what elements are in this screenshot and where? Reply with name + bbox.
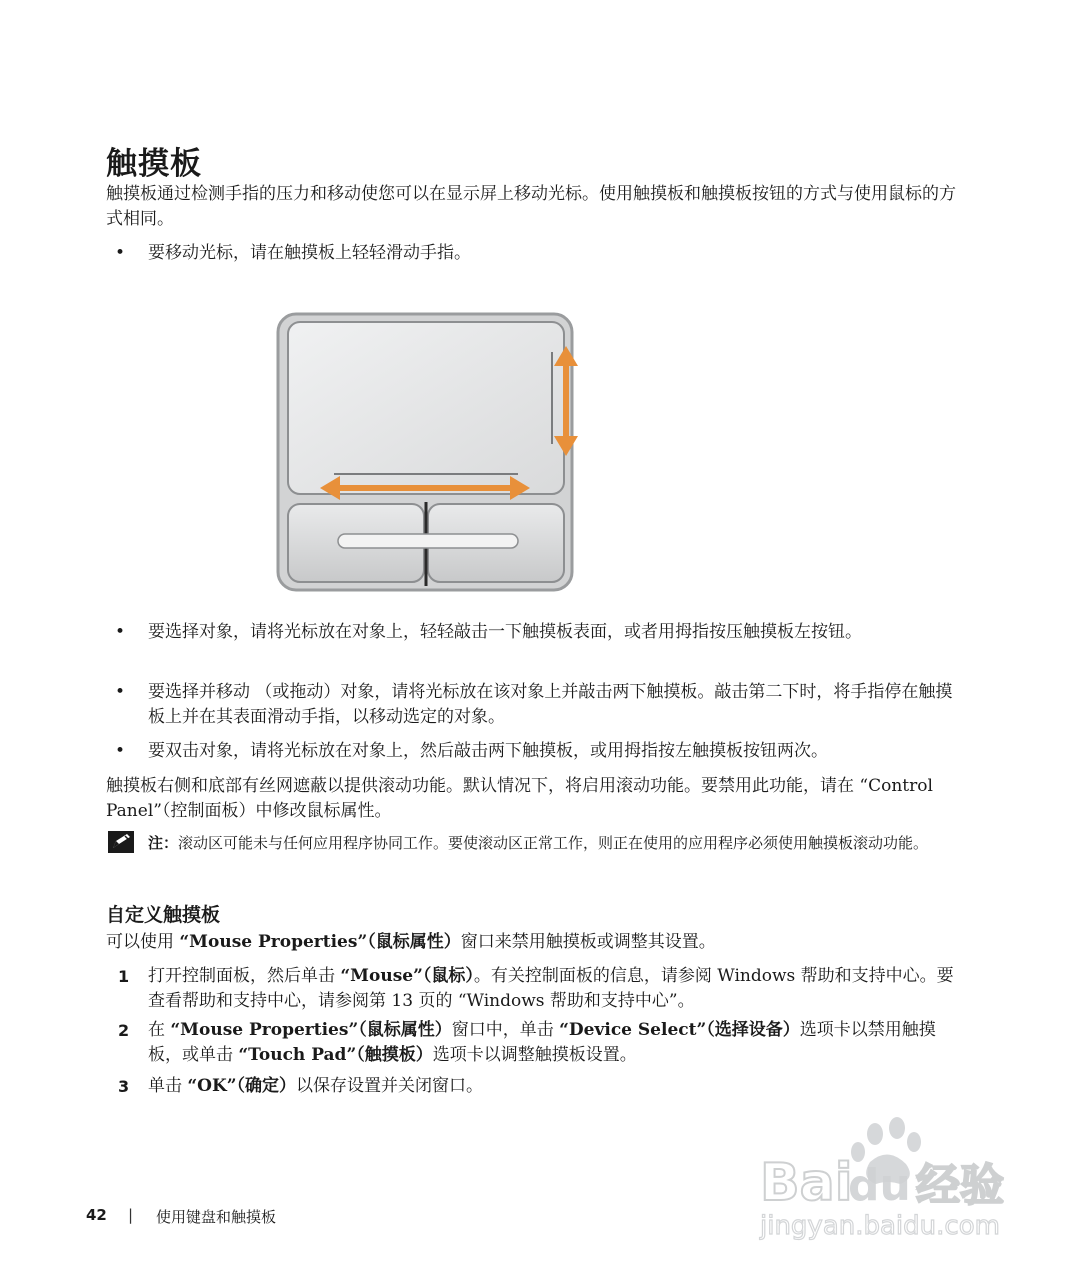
touchpad-surface (288, 322, 564, 494)
step-text: 。有关控制面板的信息，请参阅 Windows 帮助和支持中心。要查看帮助和支持中心，请参阅第 13 页的 “Windows 帮助和支持中心”。 (148, 966, 954, 1011)
intro-paragraph: 触摸板通过检测手指的压力和移动使您可以在显示屏上移动光标。使用触摸板和触摸板按钮的方式与使用鼠标的方式相同。 (106, 184, 956, 229)
step-bold: “OK”（确定） (187, 1076, 297, 1096)
svg-text:du: du (848, 1160, 911, 1211)
step-number: 1 (118, 967, 130, 986)
baidu-watermark-logo (740, 1112, 1040, 1262)
bullet-move-cursor: 要移动光标，请在触摸板上轻轻滑动手指。 (148, 243, 471, 263)
step-bold: “Touch Pad”（触摸板） (238, 1045, 433, 1065)
step-number: 2 (118, 1021, 130, 1040)
note-text (148, 832, 963, 854)
intro-bold: “Mouse Properties”（鼠标属性） (179, 932, 461, 952)
intro-text-end: 窗口来禁用触摸板或调整其设置。 (460, 932, 716, 952)
page-number: 42 (86, 1206, 107, 1224)
touchpad-illustration (276, 312, 582, 594)
step-text: 选项卡以禁用触摸板，或单击 (148, 1020, 936, 1065)
step-text: 选项卡以调整触摸板设置。 (432, 1045, 637, 1065)
bullet-marker: • (115, 741, 126, 761)
page-title: 触摸板 (106, 146, 202, 182)
step-text: 单击 (148, 1076, 188, 1096)
step-bold: “Mouse”（鼠标） (340, 966, 474, 986)
step-text: 窗口中，单击 (451, 1020, 560, 1040)
note-label: 注： (148, 834, 179, 852)
footer-separator: | (128, 1206, 134, 1224)
step-number: 3 (118, 1077, 130, 1096)
step-bold: “Mouse Properties”（鼠标属性） (170, 1020, 452, 1040)
section-title: 自定义触摸板 (106, 904, 221, 926)
step-2-text (148, 1018, 963, 1068)
svg-text:经验: 经验 (916, 1160, 1004, 1211)
step-3-text (148, 1074, 963, 1099)
bullet-marker: • (115, 682, 126, 702)
step-text: 打开控制面板，然后单击 (148, 966, 341, 986)
bullet-marker: • (115, 243, 126, 263)
bullet-double-click: 要双击对象，请将光标放在对象上，然后敲击两下触摸板，或用拇指按左触摸板按钮两次。 (148, 741, 828, 761)
scroll-paragraph: 触摸板右侧和底部有丝网遮蔽以提供滚动功能。默认情况下，将启用滚动功能。要禁用此功能，请在 “Control Panel”（控制面板）中修改鼠标属性。 (106, 776, 933, 821)
intro-text: 可以使用 (106, 932, 180, 952)
step-text: 以保存设置并关闭窗口。 (296, 1076, 484, 1096)
step-1-text (148, 964, 963, 1014)
section-intro (106, 930, 966, 955)
bullet-drag-object: 要选择并移动 （或拖动）对象，请将光标放在该对象上并敲击两下触摸板。敲击第二下时，将手指停在触摸板上并在其表面滑动手指，以移动选定的对象。 (148, 682, 953, 727)
note-body: 滚动区可能未与任何应用程序协同工作。要使滚动区正常工作，则正在使用的应用程序必须使用触摸板滚动功能。 (178, 834, 929, 852)
bullet-select-object: 要选择对象，请将光标放在对象上，轻轻敲击一下触摸板表面，或者用拇指按压触摸板左按钮。 (148, 622, 862, 642)
bullet-marker: • (115, 622, 126, 642)
step-bold: “Device Select”（选择设备） (559, 1020, 800, 1040)
button-groove (338, 534, 518, 548)
svg-text:Bai: Bai (760, 1153, 853, 1213)
step-text: 在 (148, 1020, 171, 1040)
footer-chapter: 使用键盘和触摸板 (156, 1208, 277, 1226)
note-pencil-icon (108, 831, 134, 853)
svg-text:jingyan.baidu.com: jingyan.baidu.com (760, 1211, 1000, 1241)
